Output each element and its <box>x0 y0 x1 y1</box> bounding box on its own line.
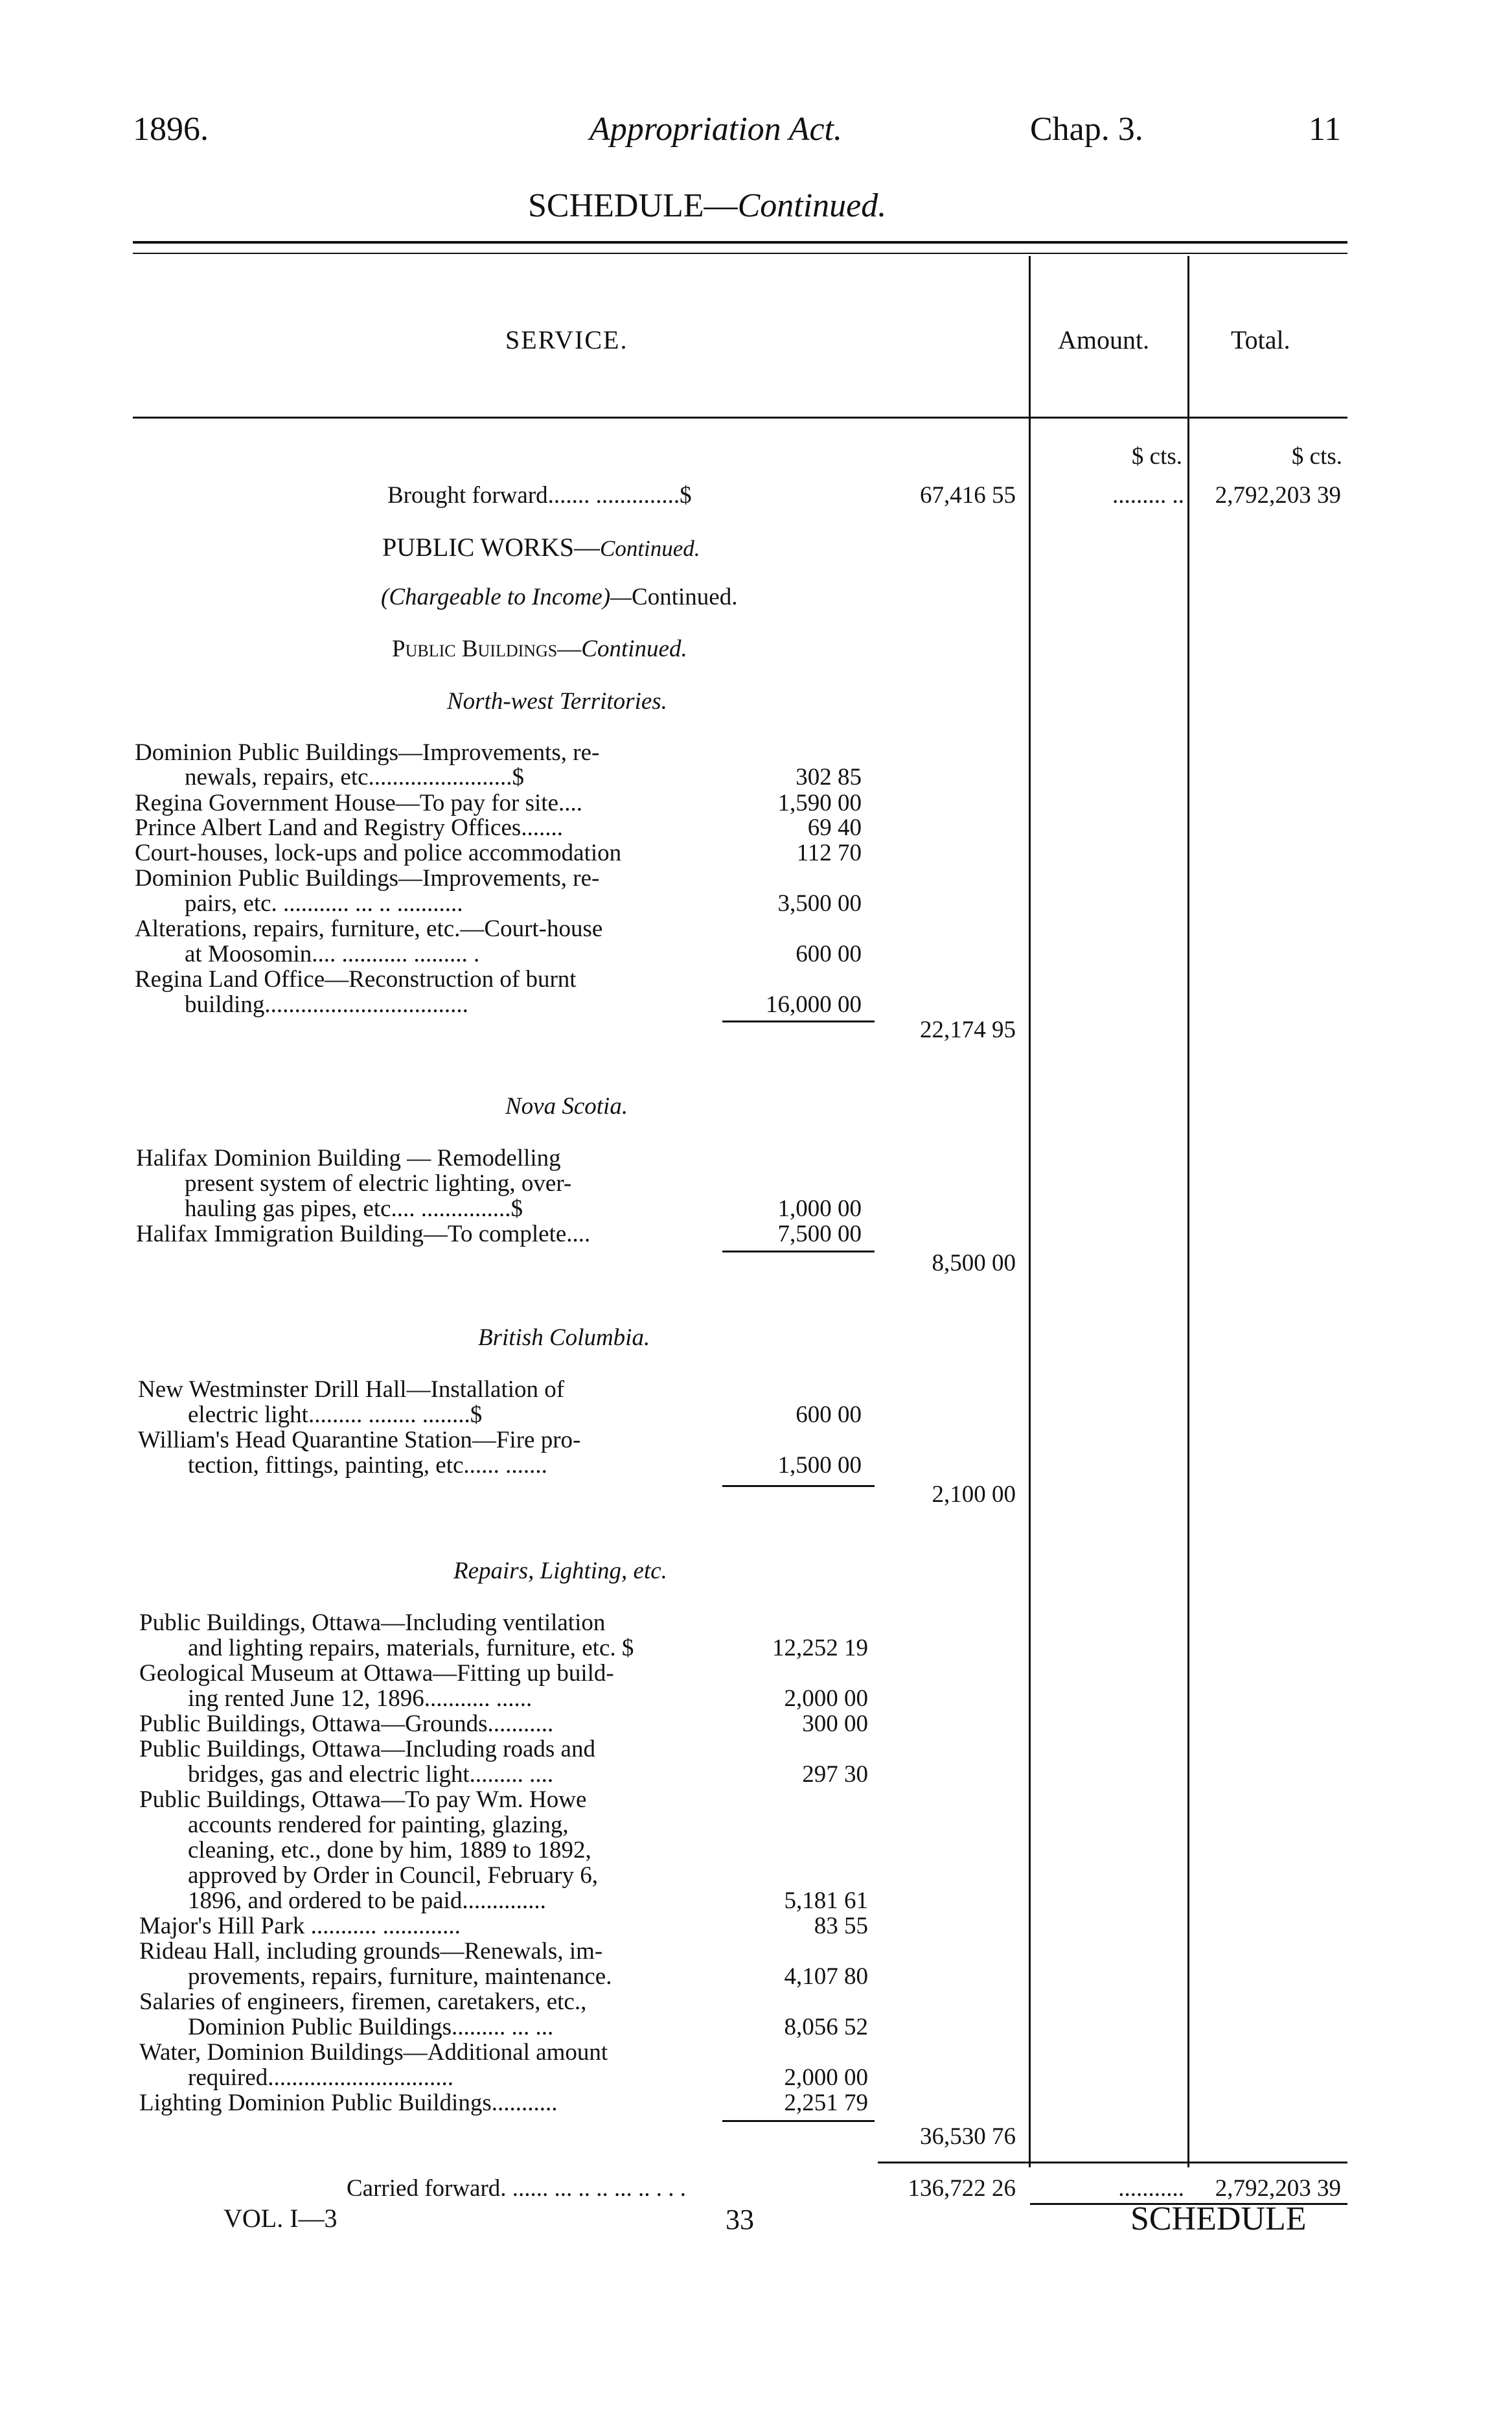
heading-public-buildings: Public Buildings—Continued. <box>392 636 687 662</box>
rl-item-9-line-1: Water, Dominion Buildings—Additional amount <box>139 2039 608 2066</box>
rl-item-5-line-4: approved by Order in Council, February 6, <box>188 1862 598 1889</box>
nw-item-5-line-2: pairs, etc. ........... ... .. ........... <box>185 890 463 917</box>
rl-item-8-value: 8,056 52 <box>784 2014 868 2040</box>
rl-item-7-line-2: provements, repairs, furniture, maintenance. <box>188 1963 612 1990</box>
top-rule-thick <box>133 241 1347 244</box>
header-title: Appropriation Act. <box>590 111 842 148</box>
brought-forward-value: 67,416 55 <box>920 482 1016 509</box>
footer-sheet-number: 33 <box>726 2204 754 2235</box>
rl-subtotal: 36,530 76 <box>920 2123 1016 2150</box>
rl-item-5-line-2: accounts rendered for painting, glazing, <box>188 1812 569 1838</box>
nw-item-1-value: 302 85 <box>796 764 862 790</box>
nw-item-2-line-1: Regina Government House—To pay for site.... <box>135 790 583 816</box>
bc-subtotal: 2,100 00 <box>932 1481 1016 1508</box>
nw-item-5-line-1: Dominion Public Buildings—Improvements, re- <box>135 865 600 892</box>
brought-forward-total: 2,792,203 39 <box>1215 482 1341 509</box>
rl-item-2-value: 2,000 00 <box>784 1685 868 1712</box>
ns-item-1-line-1: Halifax Dominion Building — Remodelling <box>136 1145 561 1171</box>
schedule-title: SCHEDULE—Continued. <box>528 187 887 224</box>
bc-item-2-value: 1,500 00 <box>777 1452 862 1479</box>
nw-item-1-line-2: newals, repairs, etc........................$ <box>185 764 525 790</box>
rl-item-3-value: 300 00 <box>802 1711 868 1737</box>
rl-item-5-value: 5,181 61 <box>784 1887 868 1914</box>
ns-item-2-value: 7,500 00 <box>777 1221 862 1247</box>
carried-forward-label: Carried forward. ...... ... .. .. ... .. . . . <box>347 2175 687 2202</box>
rl-item-9-value: 2,000 00 <box>784 2064 868 2091</box>
rl-item-9-line-2: required............................... <box>188 2064 454 2091</box>
amount-units: $ cts. <box>1131 443 1182 470</box>
section-title-north-west: North-west Territories. <box>447 688 667 715</box>
rl-item-2-line-2: ing rented June 12, 1896........... ...... <box>188 1685 533 1712</box>
rl-item-1-value: 12,252 19 <box>772 1635 868 1661</box>
nw-item-3-line-1: Prince Albert Land and Registry Offices....... <box>135 814 564 841</box>
nw-item-6-line-2: at Moosomin.... ........... ......... . <box>185 941 480 967</box>
header-chapter: Chap. 3. <box>1030 111 1143 148</box>
ns-item-1-line-2: present system of electric lighting, over- <box>185 1170 572 1197</box>
section-title-british-columbia: British Columbia. <box>478 1324 650 1351</box>
nw-item-6-value: 600 00 <box>796 941 862 967</box>
footer-catchword: SCHEDULE <box>1130 2200 1307 2237</box>
section-title-repairs-lighting: Repairs, Lighting, etc. <box>453 1558 667 1584</box>
column-header-service: SERVICE. <box>505 325 628 354</box>
rl-item-6-line-1: Major's Hill Park ........... ............. <box>139 1913 461 1939</box>
brought-forward-amount-dots: ......... .. <box>1112 482 1184 509</box>
rl-item-10-line-1: Lighting Dominion Public Buildings........... <box>139 2090 558 2116</box>
heading-public-works: PUBLIC WORKS—Continued. <box>382 533 700 562</box>
ns-subtotal-rule <box>722 1251 875 1252</box>
bc-item-2-line-2: tection, fittings, painting, etc...... ....... <box>188 1452 547 1479</box>
ns-item-2-line-1: Halifax Immigration Building—To complete.... <box>136 1221 591 1247</box>
rl-item-8-line-2: Dominion Public Buildings......... ... ... <box>188 2014 554 2040</box>
rl-item-5-line-1: Public Buildings, Ottawa—To pay Wm. Howe <box>139 1786 587 1813</box>
nw-subtotal-rule <box>722 1021 875 1022</box>
bc-item-1-line-1: New Westminster Drill Hall—Installation of <box>138 1376 565 1403</box>
rl-item-10-value: 2,251 79 <box>784 2090 868 2116</box>
nw-item-4-value: 112 70 <box>796 840 862 866</box>
total-units: $ cts. <box>1291 443 1342 470</box>
nw-item-7-line-2: building.................................. <box>185 991 468 1018</box>
carried-forward-amount-dots: ........... <box>1118 2175 1184 2202</box>
nw-item-7-value: 16,000 00 <box>766 991 862 1018</box>
bc-item-2-line-1: William's Head Quarantine Station—Fire pro- <box>138 1427 581 1453</box>
bc-item-1-value: 600 00 <box>796 1401 862 1428</box>
nw-item-6-line-1: Alterations, repairs, furniture, etc.—Court-house <box>135 916 603 942</box>
column-header-total: Total. <box>1231 325 1290 354</box>
bc-item-1-line-2: electric light......... ........ ........$ <box>188 1401 483 1428</box>
header-year: 1896. <box>133 111 209 148</box>
column-divider-amount <box>1029 256 1031 2167</box>
rl-item-4-value: 297 30 <box>802 1761 868 1788</box>
footer-volume: VOL. I—3 <box>223 2204 338 2233</box>
rl-item-4-line-1: Public Buildings, Ottawa—Including roads and <box>139 1736 595 1762</box>
rl-item-4-line-2: bridges, gas and electric light......... .... <box>188 1761 554 1788</box>
rl-item-1-line-1: Public Buildings, Ottawa—Including ventilation <box>139 1609 606 1636</box>
rl-item-3-line-1: Public Buildings, Ottawa—Grounds........... <box>139 1711 554 1737</box>
brought-forward-label: Brought forward....... ..............$ <box>387 482 692 509</box>
rl-item-7-value: 4,107 80 <box>784 1963 868 1990</box>
nw-item-4-line-1: Court-houses, lock-ups and police accommodation <box>135 840 622 866</box>
header-page-number: 11 <box>1309 111 1342 148</box>
nw-item-1-line-1: Dominion Public Buildings—Improvements, re- <box>135 739 600 766</box>
nw-item-7-line-1: Regina Land Office—Reconstruction of burnt <box>135 966 577 993</box>
ns-subtotal: 8,500 00 <box>932 1250 1016 1276</box>
rl-subtotal-rule <box>722 2120 875 2122</box>
header-bottom-rule <box>133 417 1347 419</box>
rl-item-7-line-1: Rideau Hall, including grounds—Renewals, im- <box>139 1938 603 1965</box>
carried-forward-rule <box>878 2162 1347 2163</box>
nw-item-2-value: 1,590 00 <box>777 790 862 816</box>
rl-item-8-line-1: Salaries of engineers, firemen, caretakers, etc., <box>139 1989 587 2015</box>
bc-subtotal-rule <box>722 1485 875 1487</box>
carried-forward-total: 2,792,203 39 <box>1215 2175 1341 2202</box>
rl-item-2-line-1: Geological Museum at Ottawa—Fitting up build- <box>139 1660 614 1687</box>
nw-item-5-value: 3,500 00 <box>777 890 862 917</box>
ns-item-1-line-3: hauling gas pipes, etc.... ...............$ <box>185 1195 523 1222</box>
rl-item-5-line-3: cleaning, etc., done by him, 1889 to 1892, <box>188 1837 591 1863</box>
rl-item-1-line-2: and lighting repairs, materials, furniture, etc. $ <box>188 1635 634 1661</box>
rl-item-6-value: 83 55 <box>814 1913 868 1939</box>
column-divider-total <box>1187 256 1189 2167</box>
ns-item-1-value: 1,000 00 <box>777 1195 862 1222</box>
nw-item-3-value: 69 40 <box>807 814 862 841</box>
heading-chargeable: (Chargeable to Income)—Continued. <box>381 584 738 610</box>
column-header-amount: Amount. <box>1058 325 1150 354</box>
top-rule-thin <box>133 253 1347 254</box>
nw-subtotal: 22,174 95 <box>920 1017 1016 1043</box>
section-title-nova-scotia: Nova Scotia. <box>505 1093 628 1120</box>
carried-forward-value: 136,722 26 <box>908 2175 1016 2202</box>
rl-item-5-line-5: 1896, and ordered to be paid.............. <box>188 1887 546 1914</box>
